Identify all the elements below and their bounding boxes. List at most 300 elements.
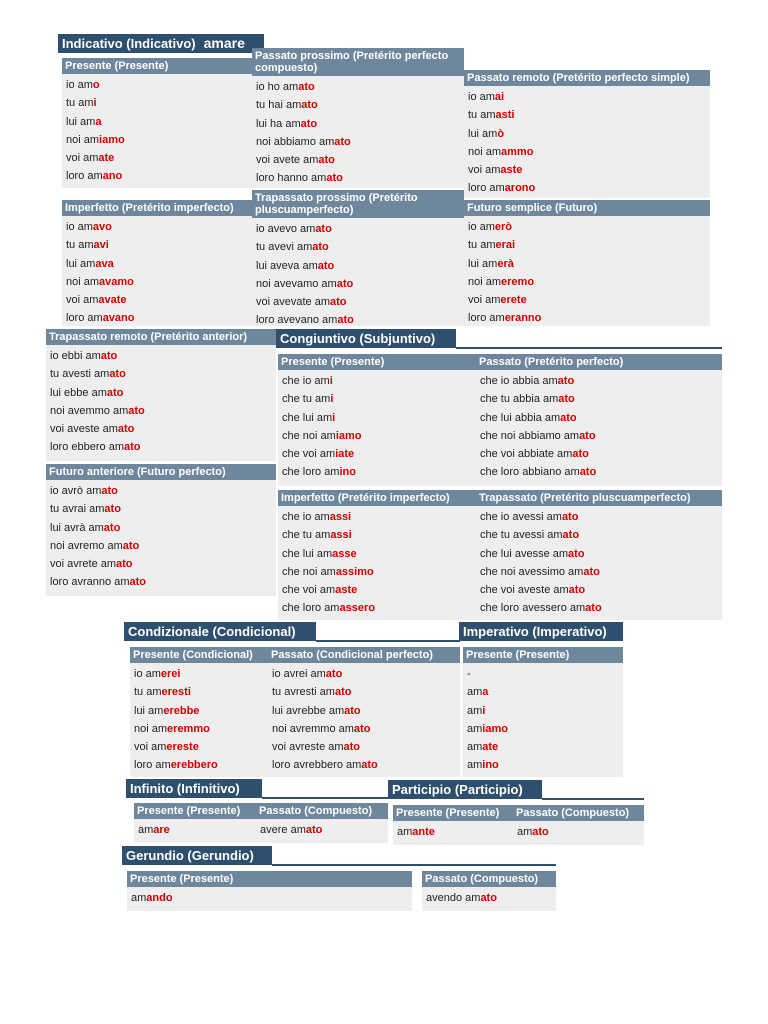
conjugation-form (480, 599, 718, 617)
tense-header: Imperfetto (Pretérito imperfecto) (62, 200, 252, 216)
conjugation-form (426, 889, 552, 907)
form-stem: voi aveste am (50, 423, 118, 436)
tense-header: Futuro anteriore (Futuro perfecto) (46, 464, 276, 480)
conjugation-form (468, 291, 706, 309)
conjugation-form (468, 125, 706, 143)
form-stem: voi am (66, 294, 99, 307)
form-list (46, 480, 276, 592)
form-ending: ato (312, 241, 329, 254)
form-ending: ano (102, 170, 123, 183)
section-title-text: Indicativo (Indicativo) (62, 36, 196, 51)
tense-block (464, 70, 710, 198)
tense-header: Presente (Presente) (463, 647, 623, 663)
form-stem: am (467, 741, 483, 754)
conjugation-form (468, 255, 706, 273)
form-stem: che tu am (282, 529, 331, 542)
form-list (278, 506, 476, 618)
tense-block (62, 58, 252, 188)
tense-header: Trapassato prossimo (Pretérito pluscuamperfecto) (252, 190, 464, 218)
form-ending: assimo (335, 565, 374, 578)
conjugation-form (468, 179, 706, 197)
form-ending: ato (344, 704, 361, 717)
form-ending: ato (562, 529, 580, 542)
tense-header: Passato (Pretérito perfecto) (476, 354, 722, 370)
tense-header: Presente (Presente) (62, 58, 252, 74)
conjugation-form (256, 311, 460, 329)
conjugation-form (272, 683, 456, 701)
conjugation-form (480, 563, 718, 581)
form-ending: erebbero (170, 759, 218, 772)
form-ending: erete (500, 294, 527, 307)
form-ending: ato (106, 386, 124, 399)
form-stem: loro avranno am (50, 576, 130, 589)
form-stem: che lui am (282, 411, 333, 424)
form-stem: lui aveva am (256, 259, 318, 272)
section-title-gerundio: Gerundio (Gerundio) (122, 846, 272, 865)
conjugation-form (66, 113, 248, 131)
form-ending: i (332, 411, 336, 424)
form-ending: i (93, 97, 97, 110)
form-ending: erei (160, 668, 181, 680)
form-ending: avamo (99, 275, 134, 288)
form-stem: che voi am (282, 448, 336, 461)
tense-header: Passato prossimo (Pretérito perfecto compuesto) (252, 48, 464, 76)
form-stem: tu am (66, 239, 94, 252)
form-ending: ato (568, 547, 585, 560)
form-ending: ai (494, 91, 505, 103)
conjugation-form (468, 161, 706, 179)
conjugation-form (272, 720, 456, 738)
tense-block (476, 354, 722, 486)
form-stem: che io am (282, 511, 330, 523)
conjugation-form (66, 218, 248, 236)
conjugation-form (50, 482, 272, 500)
tense-block (252, 190, 464, 326)
form-ending: are (153, 824, 170, 836)
tense-header: Presente (Condicional) (130, 647, 268, 663)
tense-header: Passato (Compuesto) (513, 805, 644, 821)
form-ending: ato (104, 503, 121, 516)
form-stem: lui avrebbe am (272, 704, 345, 717)
form-ending: ava (95, 257, 114, 270)
tense-block (46, 329, 276, 461)
form-ending: eremmo (167, 722, 210, 735)
tense-block (278, 354, 476, 486)
tense-header: Presente (Presente) (393, 805, 513, 821)
form-ending: ato (561, 511, 579, 523)
conjugation-form (256, 133, 460, 151)
conjugation-form (272, 756, 456, 774)
form-stem: voi avrete am (50, 558, 117, 571)
conjugation-form (131, 889, 408, 907)
form-stem: noi avevamo am (256, 277, 337, 290)
tense-header: Imperfetto (Pretérito imperfecto) (278, 490, 476, 506)
form-stem: che io am (282, 375, 330, 387)
form-ending: aste (335, 584, 358, 597)
form-stem: loro am (134, 759, 171, 772)
form-ending: avate (98, 294, 127, 307)
section-title-congiuntivo: Congiuntivo (Subjuntivo) (276, 329, 456, 348)
form-stem: che loro am (282, 602, 340, 615)
conjugation-form (66, 167, 248, 185)
tense-block (46, 464, 276, 596)
tense-block (268, 647, 460, 777)
form-ending: i (330, 393, 334, 406)
conjugation-form (480, 526, 718, 544)
conjugation-form (50, 347, 272, 365)
section-title-condizionale: Condizionale (Condicional) (124, 622, 316, 641)
form-stem: loro am (66, 312, 103, 325)
form-ending: ato (100, 350, 118, 362)
form-stem: am (131, 892, 147, 904)
form-ending: erà (497, 257, 514, 270)
conjugation-form (134, 738, 264, 756)
form-ending: eremo (501, 275, 535, 288)
form-list (62, 74, 252, 186)
form-ending: asse (332, 547, 357, 560)
form-stem: loro am (66, 170, 103, 183)
form-ending: o (92, 79, 100, 91)
form-stem: io am (468, 221, 495, 233)
form-stem: tu am (468, 109, 496, 122)
conjugation-form (134, 665, 264, 683)
conjugation-form (66, 149, 248, 167)
conjugation-form (256, 169, 460, 187)
conjugation-form (66, 236, 248, 254)
form-ending: ato (129, 576, 146, 589)
form-stem: tu am (66, 97, 94, 110)
tense-header: Passato remoto (Pretérito perfecto simple) (464, 70, 710, 86)
form-ending: ato (579, 466, 597, 479)
form-stem: che noi abbiamo am (480, 429, 580, 442)
form-ending: ò (497, 127, 505, 140)
form-ending: ato (579, 429, 596, 442)
form-ending: ato (124, 441, 141, 454)
form-ending: i (482, 704, 486, 717)
form-ending: ato (568, 584, 586, 597)
tense-header: Passato (Compuesto) (256, 803, 388, 819)
form-ending: ato (480, 892, 497, 904)
conjugation-form (260, 821, 384, 839)
conjugation-form (480, 581, 718, 599)
conjugation-form (480, 409, 718, 427)
form-stem: noi am (66, 133, 100, 146)
form-ending: ato (336, 277, 354, 290)
conjugation-form (468, 273, 706, 291)
tense-block (252, 48, 464, 188)
conjugation-form (467, 756, 619, 774)
tense-header: Passato (Compuesto) (422, 871, 556, 887)
section-rule (262, 797, 388, 799)
form-stem: che lui am (282, 547, 333, 560)
form-ending: avo (92, 221, 112, 233)
conjugation-form (66, 273, 248, 291)
conjugation-form (282, 409, 472, 427)
form-stem: noi am (468, 145, 502, 158)
form-stem: voi am (134, 741, 167, 754)
form-stem: io avevo am (256, 223, 316, 235)
form-stem: noi avremmo am (272, 722, 354, 735)
form-ending: eranno (504, 312, 542, 325)
conjugation-form (50, 537, 272, 555)
form-stem: che io avessi am (480, 511, 562, 523)
section-rule (272, 864, 556, 866)
verb-title: amare (203, 35, 245, 51)
form-list (278, 370, 476, 482)
conjugation-form (50, 420, 272, 438)
form-ending: ato (558, 393, 575, 406)
form-stem: io ebbi am (50, 350, 101, 362)
form-stem: avendo am (426, 892, 481, 904)
form-stem: am (467, 704, 483, 717)
section-title-imperativo: Imperativo (Imperativo) (459, 622, 623, 641)
conjugation-form (50, 365, 272, 383)
form-stem: che lui abbia am (480, 411, 561, 424)
section-rule (456, 347, 722, 349)
form-ending: assi (329, 511, 352, 523)
conjugation-form (282, 581, 472, 599)
form-stem: avere am (260, 824, 306, 836)
form-stem: loro ebbero am (50, 441, 124, 454)
form-stem: noi am (468, 275, 502, 288)
form-list (422, 887, 556, 907)
form-ending: ato (109, 368, 126, 381)
form-stem: voi avevate am (256, 296, 330, 309)
form-stem: tu avrai am (50, 503, 105, 516)
conjugation-form (468, 218, 706, 236)
form-stem: voi am (66, 152, 99, 165)
form-stem: tu avevi am (256, 241, 313, 254)
form-ending: ato (101, 485, 118, 497)
tense-block (127, 871, 412, 911)
conjugation-form (256, 96, 460, 114)
tense-block (278, 490, 476, 620)
conjugation-form (66, 131, 248, 149)
conjugation-form (480, 508, 718, 526)
form-list (127, 887, 412, 907)
tense-block (393, 805, 513, 845)
form-list (393, 821, 513, 841)
conjugation-form (50, 500, 272, 518)
form-ending: erò (494, 221, 513, 233)
conjugation-form (134, 683, 264, 701)
form-ending: ato (298, 81, 315, 93)
section-title-indicativo (58, 34, 264, 53)
conjugation-form (256, 115, 460, 133)
form-ending: ato (329, 296, 347, 309)
form-list (463, 663, 623, 775)
form-stem: loro hanno am (256, 172, 327, 185)
form-list (62, 216, 252, 328)
form-ending: ato (560, 411, 577, 424)
tense-header: Trapassato remoto (Pretérito anterior) (46, 329, 276, 345)
conjugation-form (256, 151, 460, 169)
form-ending: iate (335, 448, 355, 461)
form-ending: ato (325, 668, 343, 680)
form-list (134, 819, 256, 839)
tense-block (513, 805, 644, 845)
form-stem: tu avresti am (272, 686, 335, 699)
conjugation-form (282, 372, 472, 390)
conjugation-form (517, 823, 640, 841)
conjugation-form (397, 823, 509, 841)
conjugation-form (66, 291, 248, 309)
form-ending: ate (98, 152, 115, 165)
tense-header: Presente (Presente) (127, 871, 412, 887)
conjugation-form (467, 720, 619, 738)
conjugation-form (480, 463, 718, 481)
tense-header: Presente (Presente) (134, 803, 256, 819)
conjugation-form (66, 255, 248, 273)
conjugation-form (256, 238, 460, 256)
form-ending: ato (300, 117, 318, 130)
form-stem: tu am (134, 686, 162, 699)
form-ending: ato (103, 521, 121, 534)
conjugation-form (282, 545, 472, 563)
form-stem: am (467, 722, 483, 735)
form-stem: che lui avesse am (480, 547, 569, 560)
form-ending: iamo (335, 429, 362, 442)
form-ending: arono (504, 182, 536, 195)
form-ending: iamo (482, 722, 508, 735)
tense-block (463, 647, 623, 777)
form-stem: lui am (134, 704, 164, 717)
conjugation-form (282, 508, 472, 526)
conjugation-form (468, 88, 706, 106)
form-ending: ato (305, 824, 323, 836)
form-ending: iamo (99, 133, 125, 146)
conjugation-form (282, 390, 472, 408)
form-ending: ato (337, 314, 354, 327)
conjugation-form (134, 702, 264, 720)
form-ending: ato (116, 558, 133, 571)
form-ending: aste (500, 164, 523, 177)
form-ending: ando (146, 892, 173, 904)
form-ending: ato (343, 741, 361, 754)
form-stem: noi abbiamo am (256, 135, 335, 148)
form-stem: io am (66, 79, 93, 91)
conjugation-form (272, 702, 456, 720)
tense-header: Passato (Condicional perfecto) (268, 647, 460, 663)
section-rule (316, 640, 460, 642)
form-list (46, 345, 276, 457)
conjugation-form (66, 309, 248, 327)
tense-block (130, 647, 268, 777)
form-ending: ato (128, 404, 145, 417)
conjugation-form (282, 445, 472, 463)
form-stem: che noi am (282, 429, 336, 442)
form-stem: che voi am (282, 584, 336, 597)
form-list (476, 370, 722, 482)
form-stem: io am (66, 221, 93, 233)
tense-block (464, 200, 710, 326)
form-ending: ato (572, 448, 589, 461)
form-stem: che loro abbiano am (480, 466, 580, 479)
form-stem: voi avete am (256, 154, 319, 167)
conjugation-form (272, 738, 456, 756)
form-list (464, 86, 710, 198)
form-ending: i (329, 375, 333, 387)
form-stem: lui ha am (256, 117, 301, 130)
form-stem: che noi am (282, 565, 336, 578)
form-ending: assi (330, 529, 352, 542)
form-stem: io am (134, 668, 161, 680)
form-stem: che io abbia am (480, 375, 558, 387)
form-ending: ato (583, 565, 600, 578)
form-ending: ato (557, 375, 575, 387)
form-ending: eresti (161, 686, 191, 699)
form-ending: ato (318, 154, 335, 167)
conjugation-form (50, 402, 272, 420)
form-ending: ato (334, 686, 352, 699)
form-stem: noi avemmo am (50, 404, 129, 417)
form-stem: voi am (468, 294, 501, 307)
form-ending: ato (334, 135, 351, 148)
conjugation-form (138, 821, 252, 839)
form-list (464, 216, 710, 328)
form-ending: ate (482, 741, 499, 754)
form-ending: ato (532, 826, 549, 838)
conjugation-form (480, 545, 718, 563)
form-stem: io am (468, 91, 495, 103)
tense-block (62, 200, 252, 326)
form-ending: ato (317, 259, 335, 272)
conjugation-form (467, 702, 619, 720)
conjugation-form (134, 720, 264, 738)
form-ending: ato (301, 99, 318, 112)
conjugation-form (468, 309, 706, 327)
conjugation-form (256, 275, 460, 293)
form-list (256, 819, 388, 839)
conjugation-form (282, 563, 472, 581)
form-stem: noi am (134, 722, 168, 735)
form-stem: loro avevano am (256, 314, 338, 327)
conjugation-form (468, 106, 706, 124)
form-ending: ato (315, 223, 332, 235)
form-stem: lui am (468, 257, 498, 270)
form-stem: che tu abbia am (480, 393, 559, 406)
conjugation-form (50, 384, 272, 402)
form-ending: avi (93, 239, 109, 252)
conjugation-form (480, 427, 718, 445)
form-ending: asti (495, 109, 515, 122)
form-stem: io avrò am (50, 485, 102, 497)
form-stem: tu avesti am (50, 368, 110, 381)
conjugation-form (468, 236, 706, 254)
form-ending: ino (339, 466, 356, 479)
form-stem: tu am (468, 239, 496, 252)
form-stem: voi avreste am (272, 741, 344, 754)
conjugation-form (480, 372, 718, 390)
section-title-participio: Participio (Participio) (388, 780, 542, 799)
form-ending: ino (482, 759, 499, 772)
conjugation-form (282, 463, 472, 481)
conjugation-form (282, 599, 472, 617)
form-ending: erai (495, 239, 516, 252)
form-stem: io ho am (256, 81, 299, 93)
conjugation-form (50, 519, 272, 537)
tense-block (476, 490, 722, 620)
tense-header: Trapassato (Pretérito pluscuamperfecto) (476, 490, 722, 506)
form-stem: che loro avessero am (480, 602, 586, 615)
form-stem: noi avremo am (50, 539, 123, 552)
form-ending: ato (353, 722, 371, 735)
conjugation-form (467, 738, 619, 756)
section-title-infinito: Infinito (Infinitivo) (126, 779, 262, 798)
form-stem: am (138, 824, 154, 836)
form-stem: noi am (66, 275, 100, 288)
form-stem: - (467, 668, 471, 680)
